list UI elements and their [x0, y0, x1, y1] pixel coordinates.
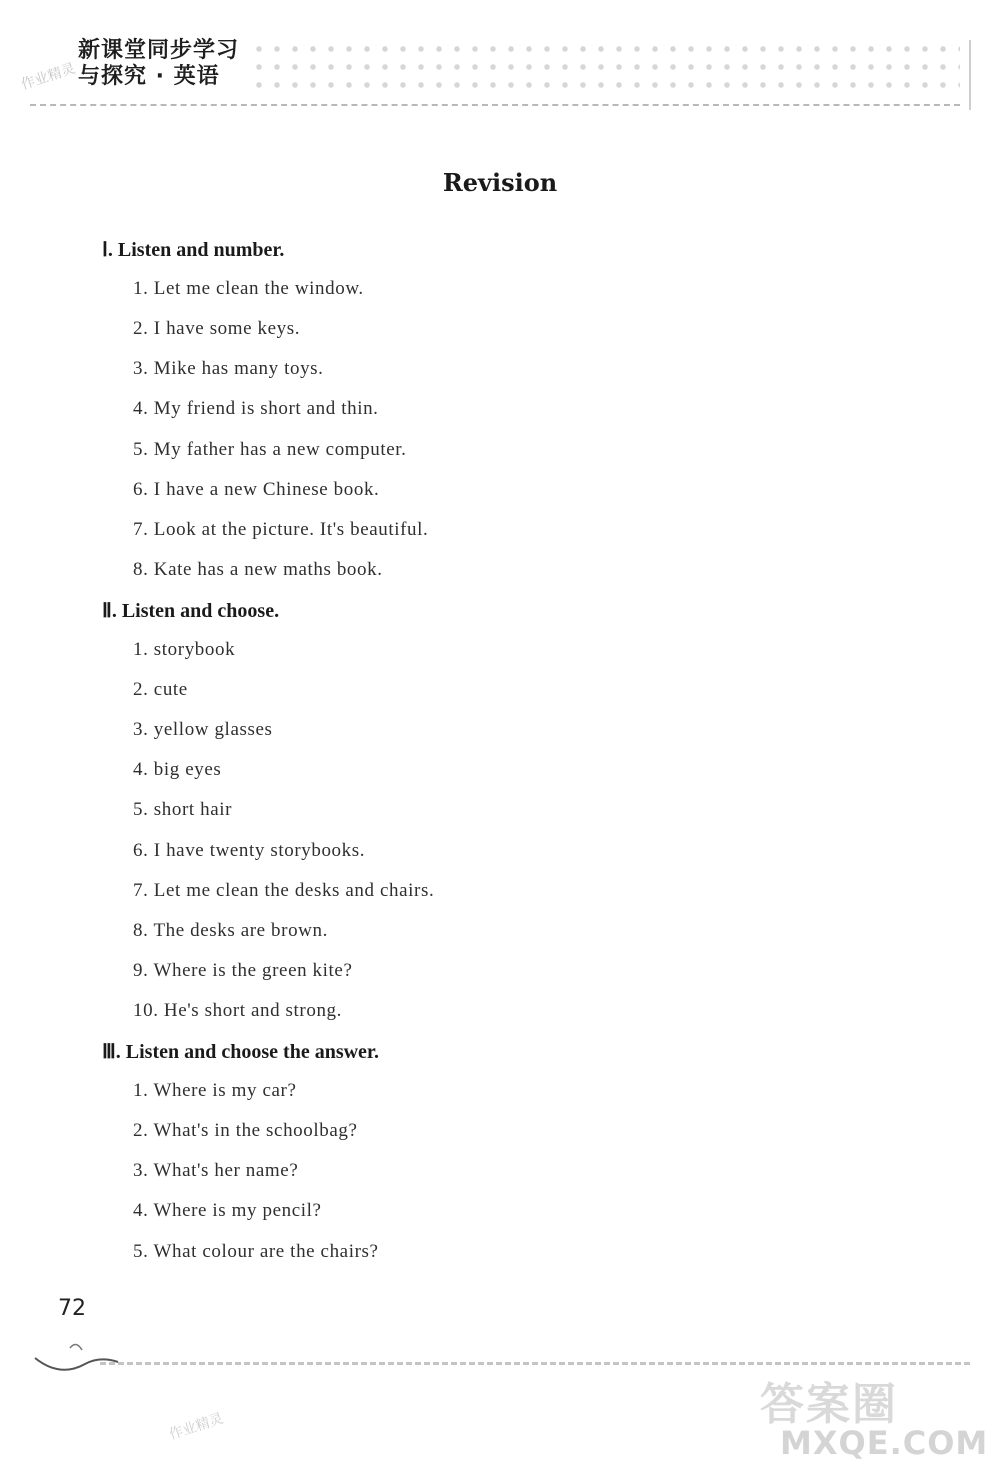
- book-title-line1: 新课堂同步学习: [78, 38, 240, 63]
- exercise-item: 4. big eyes: [133, 759, 222, 781]
- exercise-item: 1. Let me clean the window.: [133, 278, 364, 300]
- exercise-item: 6. I have twenty storybooks.: [133, 839, 366, 861]
- section-heading: Ⅲ. Listen and choose the answer.: [102, 1041, 379, 1063]
- page-header: [0, 0, 1000, 130]
- exercise-item: 3. Mike has many toys.: [133, 358, 324, 380]
- page-number: 72: [58, 1296, 86, 1321]
- exercise-item: 3. yellow glasses: [133, 719, 273, 741]
- book-title: [78, 38, 239, 90]
- exercise-item: 9. Where is the green kite?: [133, 959, 353, 981]
- exercise-item: 2. I have some keys.: [133, 318, 301, 340]
- header-dot-pattern: [250, 40, 960, 100]
- exercise-item: 1. storybook: [133, 639, 236, 660]
- section-heading: Ⅱ. Listen and choose.: [102, 599, 280, 622]
- footer-stamp: 作业精灵: [167, 1410, 226, 1444]
- watermark-url: MXQE.COM: [780, 1424, 989, 1462]
- header-divider: [30, 104, 960, 106]
- exercise-item: 6. I have a new Chinese book.: [133, 478, 380, 500]
- exercise-item: 2. cute: [133, 679, 188, 701]
- book-title-line2: 与探究 · 英语: [78, 64, 220, 89]
- exercise-item: 5. My father has a new computer.: [133, 438, 407, 460]
- watermark-logo: 答案圈: [760, 1379, 898, 1430]
- footer-divider: [100, 1362, 970, 1365]
- exercise-item: 8. Kate has a new maths book.: [133, 558, 383, 580]
- exercise-item: 3. What's her name?: [133, 1160, 299, 1182]
- section-heading: Ⅰ. Listen and number.: [102, 239, 285, 261]
- header-stamp: 作业精灵: [19, 60, 78, 94]
- exercise-item: 2. What's in the schoolbag?: [133, 1120, 358, 1142]
- exercise-item: 5. What colour are the chairs?: [133, 1240, 379, 1262]
- exercise-item: 4. Where is my pencil?: [133, 1200, 322, 1222]
- exercise-item: 7. Look at the picture. It's beautiful.: [133, 518, 429, 540]
- footer-swoosh-icon: [30, 1320, 120, 1380]
- exercise-item: 8. The desks are brown.: [133, 919, 328, 941]
- exercise-item: 7. Let me clean the desks and chairs.: [133, 879, 435, 901]
- exercise-item: 4. My friend is short and thin.: [133, 398, 379, 420]
- page-title: Revision: [442, 168, 558, 197]
- page-edge-mark: [963, 40, 971, 110]
- exercise-item: 5. short hair: [133, 799, 233, 821]
- exercise-item: 1. Where is my car?: [133, 1080, 297, 1102]
- exercise-item: 10. He's short and strong.: [133, 999, 343, 1021]
